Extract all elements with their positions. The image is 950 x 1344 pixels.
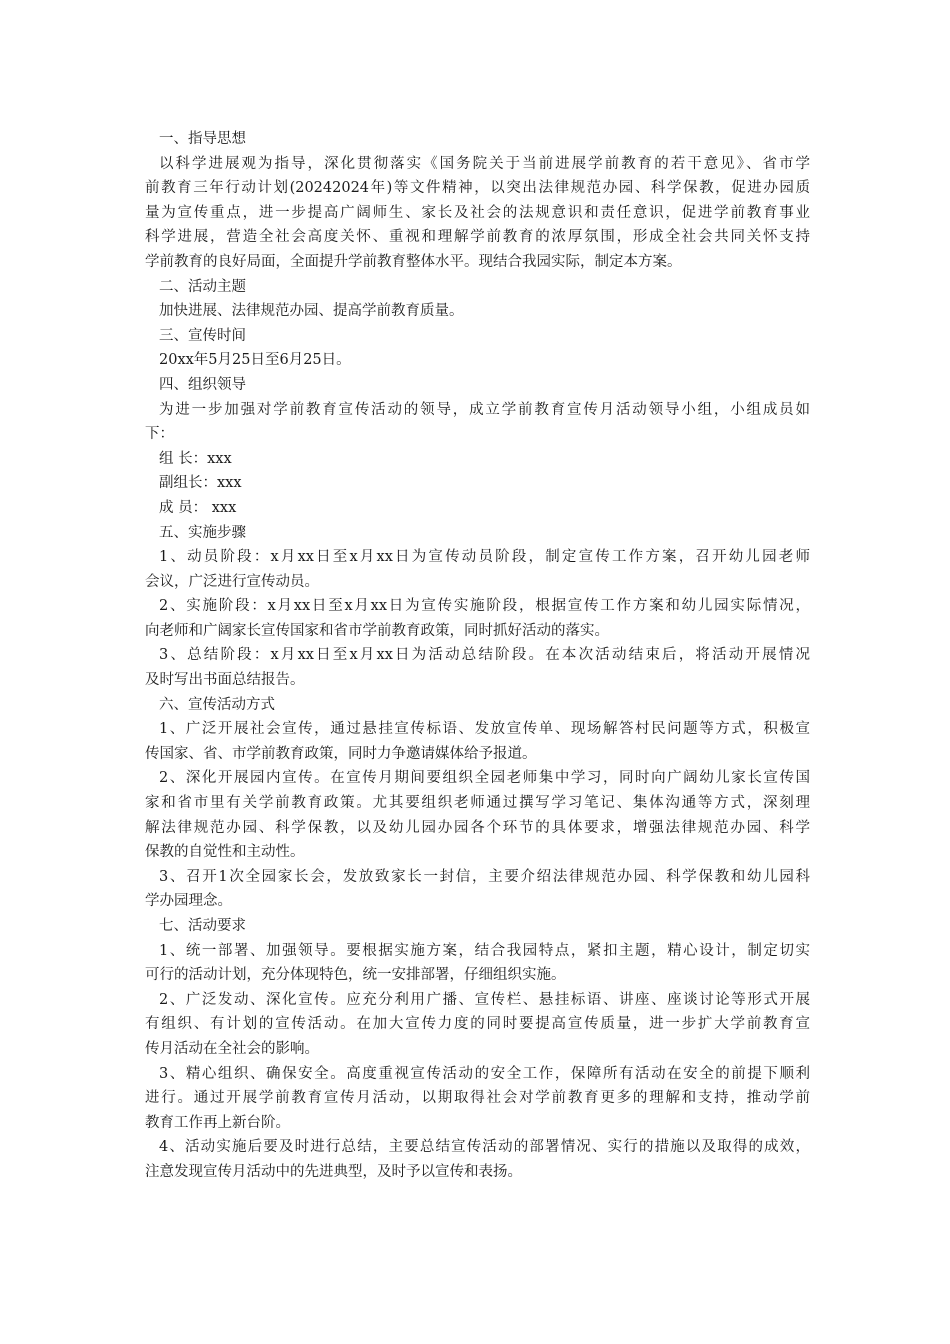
text-line: 五、实施步骤 xyxy=(159,524,246,541)
text-line: 六、宣传活动方式 xyxy=(159,696,275,713)
text-line: 成 员： xxx xyxy=(159,499,237,516)
text-line: 传国家、省、市学前教育政策，同时力争邀请媒体给予报道。 xyxy=(145,745,537,762)
document-body xyxy=(145,127,810,1185)
text-line: 2、广泛发动、深化宣传。应充分利用广播、宣传栏、悬挂标语、讲座、座谈讨论等形式开展 xyxy=(159,991,810,1008)
text-line: 3、召开1次全园家长会，发放致家长一封信，主要介绍法律规范办园、科学保教和幼儿园科 xyxy=(159,868,810,885)
text-line: 七、活动要求 xyxy=(159,918,246,934)
text-line: 向老师和广阔家长宣传国家和省市学前教育政策，同时抓好活动的落实。 xyxy=(145,622,609,639)
text-line: 加快进展、法律规范办园、提高学前教育质量。 xyxy=(159,303,464,320)
text-line: 科学进展，营造全社会高度关怀、重视和理解学前教育的浓厚氛围，形成全社会共同关怀支持 xyxy=(145,229,810,246)
text-line: 量为宣传重点，进一步提高广阔师生、家长及社会的法规意识和责任意识，促进学前教育事业 xyxy=(145,204,810,221)
text-line: 2、深化开展园内宣传。在宣传月期间要组织全园老师集中学习，同时向广阔幼儿家长宣传国 xyxy=(159,770,810,787)
text-line: 学办园理念。 xyxy=(145,893,232,910)
text-line: 组 长：xxx xyxy=(159,450,232,467)
text-line: 学前教育的良好局面，全面提升学前教育整体水平。现结合我园实际，制定本方案。 xyxy=(145,253,682,270)
text-line: 4、活动实施后要及时进行总结，主要总结宣传活动的部署情况、实行的措施以及取得的成效， xyxy=(159,1139,810,1156)
text-line: 四、组织领导 xyxy=(159,376,246,393)
text-line: 一、指导思想 xyxy=(159,131,246,147)
text-line: 1、动员阶段：x月xx日至x月xx日为宣传动员阶段，制定宣传工作方案，召开幼儿园老师 xyxy=(159,549,810,566)
text-line: 下： xyxy=(145,426,174,443)
text-line: 3、精心组织、确保安全。高度重视宣传活动的安全工作，保障所有活动在安全的前提下顺利 xyxy=(159,1065,810,1082)
text-line: 三、宣传时间 xyxy=(159,327,246,344)
text-line: 及时写出书面总结报告。 xyxy=(145,672,305,689)
text-line: 3、总结阶段：x月xx日至x月xx日为活动总结阶段。在本次活动结束后，将活动开展情况 xyxy=(159,647,810,664)
text-line: 教育工作再上新台阶。 xyxy=(145,1114,290,1131)
text-line: 可行的活动计划，充分体现特色，统一安排部署，仔细组织实施。 xyxy=(145,967,566,984)
text-line: 二、活动主题 xyxy=(159,278,246,295)
text-line: 2、实施阶段：x月xx日至x月xx日为宣传实施阶段，根据宣传工作方案和幼儿园实际情况， xyxy=(159,598,810,615)
text-line: 保教的自觉性和主动性。 xyxy=(145,844,305,861)
text-line: 1、统一部署、加强领导。要根据实施方案，结合我园特点，紧扣主题，精心设计，制定切实 xyxy=(159,942,810,959)
text-line: 注意发现宣传月活动中的先进典型，及时予以宣传和表扬。 xyxy=(145,1163,522,1180)
text-line: 副组长：xxx xyxy=(159,475,242,492)
text-line: 进行。通过开展学前教育宣传月活动，以期取得社会对学前教育更多的理解和支持，推动学前 xyxy=(145,1090,810,1107)
text-line: 解法律规范办园、科学保教，以及幼儿园办园各个环节的具体要求，增强法律规范办园、科学 xyxy=(145,819,810,836)
text-line: 为进一步加强对学前教育宣传活动的领导，成立学前教育宣传月活动领导小组，小组成员如 xyxy=(159,401,810,418)
text-line: 以科学进展观为指导，深化贯彻落实《国务院关于当前进展学前教育的若干意见》、省市学 xyxy=(159,155,810,172)
text-line: 20xx年5月25日至6月25日。 xyxy=(159,352,351,369)
text-line: 前教育三年行动计划(20242024年)等文件精神，以突出法律规范办园、科学保教，促进办园质 xyxy=(145,180,810,197)
text-line: 家和省市里有关学前教育政策。尤其要组织老师通过撰写学习笔记、集体沟通等方式，深刻理 xyxy=(145,795,810,812)
text-line: 传月活动在全社会的影响。 xyxy=(145,1040,319,1057)
text-line: 会议，广泛进行宣传动员。 xyxy=(145,573,319,590)
text-line: 1、广泛开展社会宣传，通过悬挂宣传标语、发放宣传单、现场解答村民问题等方式，积极宣 xyxy=(159,721,810,738)
text-line: 有组织、有计划的宣传活动。在加大宣传力度的同时要提高宣传质量，进一步扩大学前教育宣 xyxy=(145,1016,810,1033)
